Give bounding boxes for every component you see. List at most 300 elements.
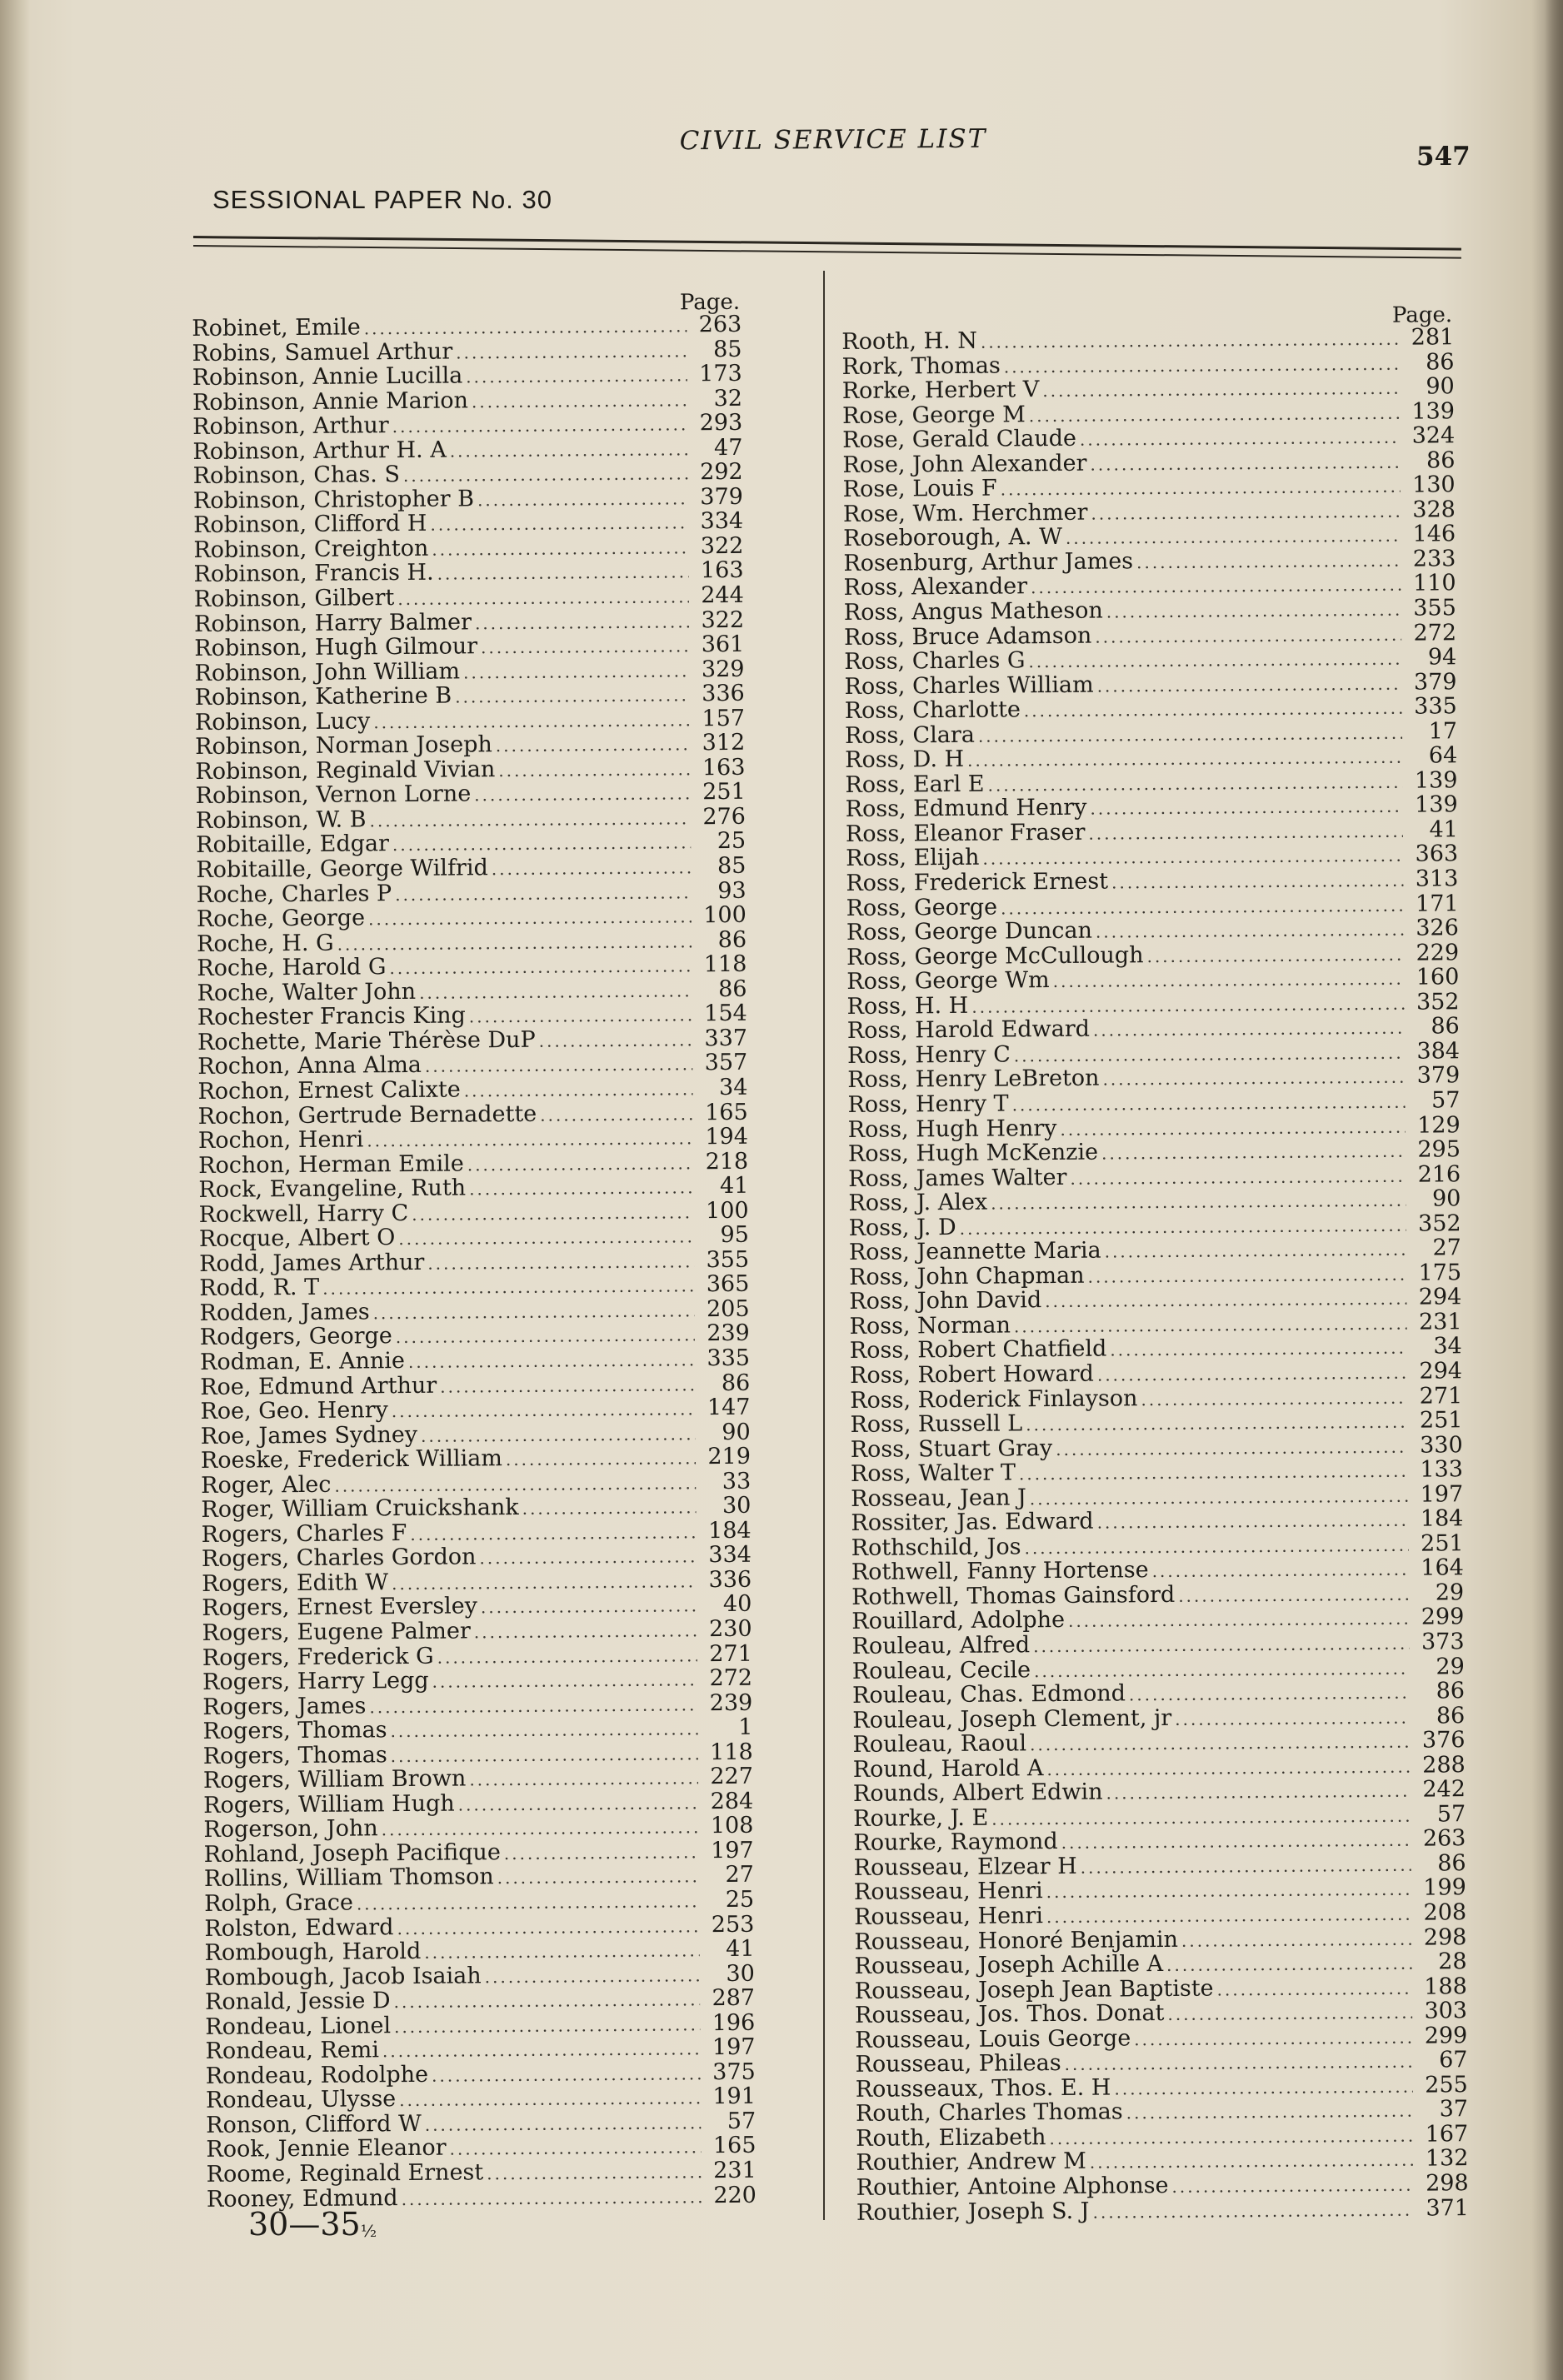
list-item [197,878,747,907]
entry-name: Ross, J. Alex [848,1189,988,1217]
list-item [200,1370,750,1400]
list-item [846,891,1459,921]
entry-page-number: 361 [701,631,745,658]
entry-page-number: 357 [704,1050,748,1076]
leader-dots [1024,696,1402,724]
leader-dots [1080,426,1401,453]
entry-page-number: 171 [1415,890,1459,917]
entry-name: Rondeau, Lionel [205,2012,392,2040]
list-item [205,2010,755,2039]
list-item [856,2171,1469,2200]
leader-dots [1181,1927,1412,1953]
entry-page-number: 30 [726,1960,755,1987]
list-item [196,780,746,809]
leader-dots [1001,475,1401,502]
leader-dots [1065,2050,1413,2078]
list-item [842,374,1455,403]
leader-dots [506,1446,696,1472]
entry-page-number: 194 [705,1123,749,1150]
leader-dots [456,339,687,366]
entry-name: Routh, Elizabeth [856,2124,1046,2152]
entry-page-number: 160 [1416,964,1460,990]
entry-name: Rogers, Eugene Palmer [202,1618,471,1646]
entry-name: Robinson, John William [194,658,461,686]
entry-page-number: 133 [1420,1456,1464,1483]
entry-name: Rogers, Ernest Eversley [202,1593,478,1622]
entry-name: Rousseau, Jos. Thos. Donat [854,2000,1165,2029]
leader-dots [469,1767,698,1794]
list-item [195,731,745,760]
entry-page-number: 85 [713,336,742,362]
leader-dots [1097,1361,1407,1388]
leader-dots [1046,1903,1411,1930]
leader-dots [1102,1065,1405,1092]
entry-page-number: 86 [721,1370,751,1396]
folio-number: 30—35 [248,2206,361,2243]
entry-page-number: 298 [1423,1923,1467,1951]
list-item [856,2098,1468,2127]
entry-name: Rourke, Raymond [853,1829,1058,1857]
leader-dots [392,831,691,858]
entry-name: Robinson, Chas. S [192,462,401,490]
entry-name: Rocque, Albert O [198,1225,396,1253]
entry-name: Ross, Alexander [843,573,1028,601]
list-item [848,1186,1461,1215]
list-item [847,1039,1460,1068]
entry-name: Rouleau, Chas. Edmond [851,1680,1126,1709]
entry-name: Rogers, Charles Gordon [201,1544,477,1573]
list-item [851,1629,1464,1659]
entry-name: Ross, Angus Matheson [843,597,1103,626]
right-entry-list [841,325,1469,2225]
entry-page-number: 163 [700,557,744,584]
list-item [202,1666,752,1695]
entry-name: Rork, Thomas [841,352,1001,380]
list-item [199,1272,749,1301]
list-item [844,645,1456,674]
entry-name: Ross, Stuart Gray [850,1434,1053,1463]
list-item [844,571,1456,601]
leader-dots [402,2185,702,2212]
list-item [202,1690,752,1719]
entry-page-number: 100 [705,1197,749,1224]
entry-page-number: 313 [1415,866,1459,892]
list-item [193,485,743,514]
entry-page-number: 57 [727,2108,757,2134]
list-item [846,866,1458,896]
entry-page-number: 41 [719,1172,749,1200]
list-item [843,546,1456,576]
entry-name: Rondeau, Ulysse [205,2086,397,2114]
list-item [198,1125,748,1154]
list-item [206,2133,756,2163]
list-item [846,842,1458,871]
leader-dots [1004,352,1400,379]
entry-name: Robinson, Harry Balmer [193,608,472,637]
entry-page-number: 299 [1424,2022,1468,2049]
entry-name: Ross, Roderick Finlayson [850,1385,1138,1414]
entry-name: Roche, Harold G [197,954,387,982]
entry-name: Rolston, Edward [204,1913,394,1942]
list-item [192,312,742,342]
entry-page-number: 365 [706,1271,750,1298]
list-item [851,1506,1463,1535]
entry-page-number: 165 [705,1099,748,1125]
list-item [195,706,745,736]
entry-name: Rogers, William Brown [202,1765,467,1794]
entry-page-number: 371 [1426,2194,1470,2222]
entry-name: Routhier, Antoine Alphonse [856,2173,1169,2201]
entry-page-number: 118 [710,1739,753,1765]
entry-page-number: 86 [1436,1678,1466,1704]
leader-dots [481,634,689,661]
list-item [192,362,742,391]
list-item [193,509,743,538]
entry-page-number: 90 [1431,1185,1461,1212]
list-item [850,1408,1462,1437]
entry-name: Ross, Charles William [844,671,1094,700]
column-divider [823,271,825,2220]
list-item [203,1739,753,1769]
entry-name: Robinson, Francis H. [193,560,434,588]
leader-dots [487,2160,702,2187]
list-item [201,1444,751,1474]
entry-page-number: 86 [1426,447,1456,474]
entry-page-number: 29 [1436,1653,1465,1679]
entry-name: Routhier, Andrew M [856,2148,1086,2177]
page-edge-shadow [1545,0,1563,2380]
entry-page-number: 90 [722,1419,751,1445]
entry-name: Robinson, Lucy [194,708,371,736]
entry-page-number: 376 [1421,1727,1466,1754]
leader-dots [477,486,688,513]
entry-name: Rounds, Albert Edwin [852,1779,1103,1808]
entry-page-number: 129 [1417,1111,1461,1139]
entry-name: Robinson, Christopher B [192,486,475,514]
leader-dots [504,1840,699,1866]
list-item [851,1556,1464,1585]
list-item [849,1260,1461,1290]
leader-dots [1093,1016,1405,1043]
entry-page-number: 295 [1417,1136,1461,1163]
entry-name: Rousseau, Joseph Achille A [854,1951,1164,1980]
list-item [851,1433,1463,1462]
entry-page-number: 108 [710,1813,754,1839]
entry-page-number: 242 [1422,1776,1466,1803]
entry-name: Rodd, R. T [199,1275,320,1302]
entry-name: Rochon, Gertrude Bernadette [197,1100,537,1130]
list-item [845,768,1457,797]
entry-name: Ross, Eleanor Fraser [845,819,1086,847]
entry-page-number: 231 [1418,1309,1462,1335]
list-item [203,1764,753,1794]
leader-dots [1030,1730,1411,1758]
entry-page-number: 191 [712,2083,757,2110]
leader-dots [364,314,687,342]
entry-page-number: 271 [1419,1382,1463,1410]
leader-dots [1092,2198,1414,2225]
leader-dots [410,1520,697,1547]
entry-name: Ross, H. H [846,992,969,1020]
leader-dots [458,1791,699,1818]
list-item [192,411,742,440]
list-item [197,927,747,956]
entry-name: Rock, Evangeline, Ruth [198,1175,467,1204]
entry-page-number: 86 [1436,1702,1466,1729]
entry-name: Ross, Walter T [850,1459,1016,1488]
entry-page-number: 299 [1421,1604,1465,1631]
entry-name: Robinson, Clifford H [193,511,427,539]
entry-page-number: 94 [1427,644,1457,671]
leader-dots [382,1816,699,1844]
entry-page-number: 255 [1425,2071,1468,2098]
entry-name: Rolph, Grace [204,1889,354,1917]
entry-name: Robinson, Annie Lucilla [192,362,463,392]
entry-page-number: 34 [718,1074,748,1101]
list-item [855,1998,1467,2028]
entry-page-number: 34 [1433,1333,1462,1360]
leader-dots [1053,967,1405,995]
entry-name: Ross, Hugh Henry [847,1115,1057,1143]
entry-name: Ross, Henry LeBreton [847,1065,1100,1094]
entry-page-number: 199 [1423,1874,1467,1902]
leader-dots [390,1717,697,1744]
leader-dots [1110,1336,1407,1363]
list-item [852,1728,1465,1757]
leader-dots [1088,820,1403,847]
entry-page-number: 227 [710,1764,754,1790]
entry-name: Roche, George [196,905,366,933]
leader-dots [1001,893,1404,921]
page-gutter-shadow [0,0,30,2380]
entry-page-number: 355 [1413,595,1456,621]
list-item [844,621,1456,650]
entry-name: Robinson, Katherine B [194,682,452,711]
leader-dots [1097,671,1402,698]
entry-page-number: 324 [1411,422,1456,449]
list-item [194,583,744,612]
list-item [842,448,1455,477]
list-item [854,1851,1466,1880]
entry-page-number: 85 [717,852,747,880]
list-item [204,1888,754,1917]
entry-page-number: 373 [1421,1629,1465,1655]
leader-dots [393,1988,700,2014]
list-item [202,1641,752,1670]
entry-page-number: 139 [1411,397,1456,425]
leader-dots [373,708,690,736]
list-item [192,337,742,366]
entry-page-number: 293 [699,409,743,437]
list-item [192,386,742,415]
entry-page-number: 41 [726,1935,755,1963]
leader-dots [395,881,692,907]
entry-name: Roger, William Cruickshank [201,1494,519,1524]
list-item [848,1137,1461,1166]
leader-dots [1171,2173,1413,2200]
entry-name: Rose, Louis F [842,475,997,503]
list-item [202,1568,752,1597]
leader-dots [432,1668,698,1694]
list-item [856,2073,1468,2102]
entry-page-number: 30 [722,1493,752,1519]
entry-name: Ross, D. H [845,746,965,774]
entry-page-number: 263 [1422,1825,1466,1852]
entry-page-number: 93 [717,877,747,904]
entry-page-number: 292 [700,459,743,486]
entry-page-number: 100 [703,901,747,929]
leader-dots [1012,1090,1406,1118]
entry-page-number: 281 [1411,324,1455,351]
entry-page-number: 28 [1438,1948,1467,1975]
entry-page-number: 157 [702,705,746,731]
list-item [202,1715,752,1744]
leader-dots [369,806,691,834]
entry-page-number: 335 [707,1345,751,1372]
entry-page-number: 197 [712,2034,756,2061]
entry-page-number: 335 [1414,693,1457,720]
entry-page-number: 288 [1422,1751,1466,1779]
list-item [196,805,746,834]
entry-name: Ross, Edmund Henry [845,795,1087,823]
entry-name: Rourke, J. E [853,1804,989,1832]
leader-dots [1090,2148,1414,2176]
leader-dots [392,413,688,440]
entry-page-number: 33 [722,1468,752,1494]
leader-dots [475,610,689,636]
entry-name: Rodden, James [199,1299,370,1326]
entry-name: Rombough, Harold [204,1938,422,1967]
list-item [195,681,745,711]
entry-name: Roe, James Sydney [200,1421,418,1449]
entry-page-number: 334 [700,508,744,535]
leader-dots [1091,500,1401,526]
entry-name: Ross, Russell L [850,1410,1023,1439]
leader-dots [469,1004,692,1030]
list-item [850,1359,1462,1388]
entry-name: Rogers, Frederick G [202,1643,434,1671]
entry-page-number: 276 [702,803,747,831]
list-item [197,977,747,1006]
list-item [852,1654,1465,1684]
leader-dots [1141,1385,1407,1412]
entry-name: Rogerson, John [203,1815,378,1844]
leader-dots [382,2038,701,2065]
list-item [849,1310,1461,1339]
entry-page-number: 40 [722,1591,752,1618]
entry-page-number: 29 [1435,1579,1465,1606]
right-column [841,302,1470,2226]
list-item [853,1802,1466,1831]
leader-dots [1090,795,1402,821]
entry-page-number: 57 [1431,1087,1461,1114]
list-item [197,1050,747,1080]
entry-name: Robinson, Norman Joseph [195,731,492,761]
page-number: 547 [1416,142,1471,172]
entry-name: Rothschild, Jos [851,1534,1021,1561]
entry-page-number: 220 [713,2182,757,2208]
list-item [855,1949,1467,1978]
leader-dots [337,930,692,957]
entry-page-number: 379 [1413,668,1457,696]
entry-page-number: 334 [708,1542,752,1569]
list-item [201,1494,751,1523]
entry-name: Ross, Henry T [847,1090,1009,1118]
leader-dots [1111,869,1404,896]
leader-dots [1061,1829,1411,1856]
entry-page-number: 379 [700,483,744,511]
entry-name: Ross, Hugh McKenzie [847,1139,1099,1168]
list-item [194,632,744,661]
list-item [205,1986,755,2015]
leader-dots [479,1545,697,1572]
list-item [201,1469,751,1498]
entry-page-number: 184 [1420,1505,1464,1532]
leader-dots [1146,942,1404,969]
list-item [844,596,1456,625]
leader-dots [1030,1484,1409,1511]
list-item [846,965,1459,994]
entry-page-number: 175 [1418,1259,1462,1286]
entry-name: Ross, George McCullough [846,941,1144,970]
leader-dots [981,327,1400,355]
entry-name: Robitaille, George Wilfrid [196,855,488,884]
entry-page-number: 230 [708,1615,752,1643]
entry-name: Rogers, Thomas [202,1741,387,1769]
leader-dots [1106,598,1401,625]
leader-dots [1014,1041,1405,1069]
entry-name: Ross, Henry C [846,1041,1011,1069]
leader-dots [1152,1558,1409,1584]
list-item [846,817,1458,846]
entry-page-number: 27 [725,1862,755,1889]
entry-page-number: 229 [1416,939,1460,966]
entry-page-number: 184 [707,1517,752,1544]
list-item [842,399,1455,428]
entry-name: Rondeau, Remi [205,2037,380,2065]
entry-page-number: 173 [699,360,742,387]
entry-name: Rousseaux, Thos. E. H [855,2074,1111,2103]
entry-name: Ross, James Walter [848,1164,1067,1192]
leader-dots [497,1865,699,1891]
entry-name: Rockwell, Harry C [198,1200,409,1228]
entry-name: Ross, George Duncan [846,917,1093,946]
leader-dots [1066,524,1401,551]
entry-page-number: 216 [1417,1160,1461,1188]
leader-dots [1070,1164,1406,1191]
entry-name: Rogers, Harry Legg [202,1667,429,1696]
entry-name: Rouleau, Joseph Clement, jr [852,1704,1172,1734]
page-column-heading: Page. [679,289,741,316]
entry-name: Rodman, E. Annie [199,1347,406,1375]
entry-name: Rogers, James [202,1693,367,1720]
entry-name: Ross, John Chapman [848,1262,1085,1290]
list-item [205,2035,755,2064]
entry-name: Rouillard, Adolphe [851,1607,1066,1635]
entry-name: Ronald, Jessie D [204,1988,391,2016]
entry-page-number: 86 [1437,1850,1466,1877]
entry-page-number: 352 [1417,1210,1461,1237]
entry-page-number: 287 [712,1984,756,2012]
entry-page-number: 164 [1421,1554,1465,1581]
entry-page-number: 146 [1412,521,1456,547]
leader-dots [450,437,688,464]
list-item [846,941,1459,970]
leader-dots [1046,1754,1411,1782]
list-item [854,1900,1466,1929]
leader-dots [1106,1779,1411,1806]
entry-name: Rodgers, George [199,1323,392,1351]
